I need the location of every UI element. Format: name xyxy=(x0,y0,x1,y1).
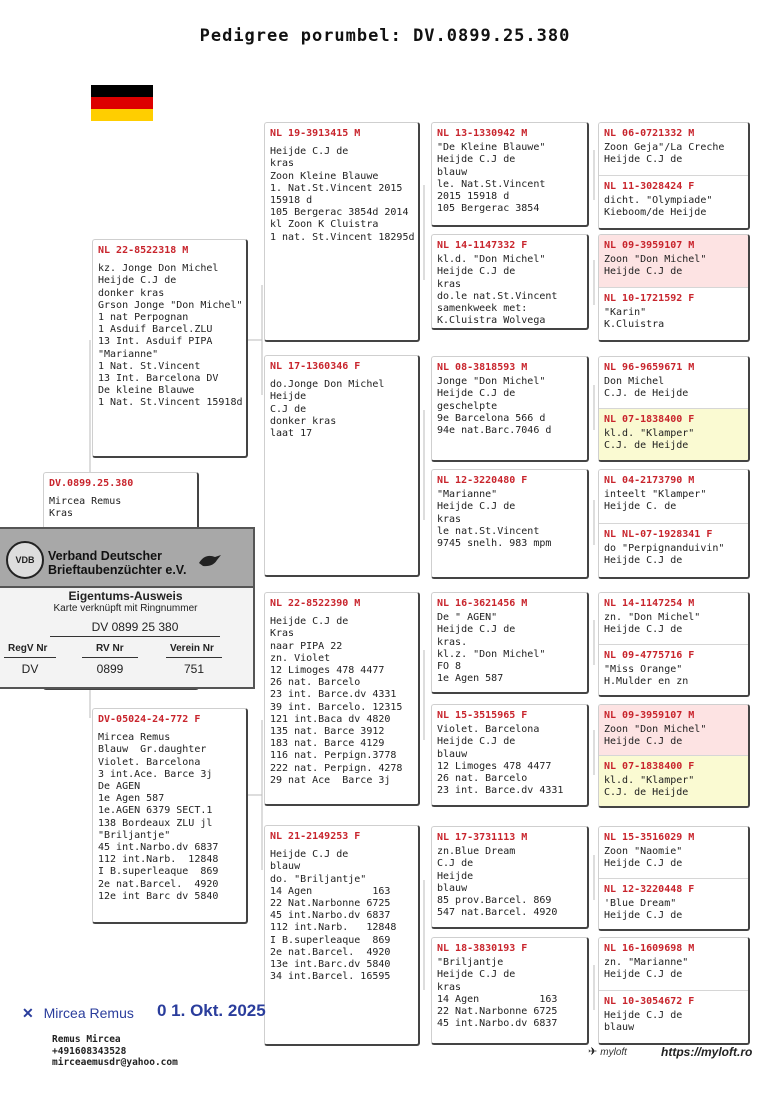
owner-stamp xyxy=(22,1001,266,1022)
pedigree-card-gen3 xyxy=(431,356,589,462)
pigeon-details: Heijde C.J de Kras naar PIPA 22 zn. Violet 12 Limoges 478 4477 26 nat. Barcelo 23 int. Barce.dv 4331 39 int. Barcelo. 12315 121 int.Baca dv 4820 135 nat. Barce 3912 183 nat. Barce 4129 116 nat. Perpign.3778 222 nat. Perpign. 4278 29 nat Ace Barce 3j xyxy=(270,616,403,786)
association-name-line1: Verband Deutscher xyxy=(48,549,162,563)
owner-name: Remus Mircea xyxy=(52,1034,121,1045)
website-link[interactable]: https://myloft.ro xyxy=(661,1045,753,1059)
ring-number: NL 09-3959107 M xyxy=(604,710,695,721)
brand-name: myloft xyxy=(600,1047,627,1058)
sire-details: kz. Jonge Don Michel Heijde C.J de donker kras Grson Jonge "Don Michel" 1 nat Perpognan 1 Asduif Barcel.ZLU 13 Int. Asduif PIPA "Marianne" 1 Nat. St.Vincent 13 Int. Barcelona DV De kleine Blauwe 1 Nat. St.Vincent 15918d xyxy=(98,263,243,409)
myloft-logo-icon: ✈ xyxy=(588,1046,598,1058)
pigeon-details: zn.Blue Dream C.J de Heijde blauw 85 prov.Barcel. 869 547 nat.Barcel. 4920 xyxy=(437,846,558,919)
pigeon-details: Heijde C.J de blauw xyxy=(604,1010,683,1034)
association-logo-icon: VDB xyxy=(6,541,44,579)
stamp-date: 0 1. Okt. 2025 xyxy=(157,1001,266,1020)
card-ring-number: DV 0899 25 380 xyxy=(50,618,220,637)
pigeon-details: "Marianne" Heijde C.J de kras le nat.St.Vincent 9745 snelh. 983 mpm xyxy=(437,489,552,550)
ring-number: NL 07-1838400 F xyxy=(604,414,695,425)
pedigree-card-gen4-pair xyxy=(598,704,750,808)
pigeon-details: dicht. "Olympiade" Kieboom/de Heijde xyxy=(604,195,713,219)
ownership-card xyxy=(0,527,255,689)
owner-phone: +491608343528 xyxy=(52,1045,127,1057)
stamp-name: Mircea Remus xyxy=(43,1005,134,1021)
pedigree-card-gen3 xyxy=(431,122,589,227)
pedigree-card-gen2 xyxy=(264,592,420,806)
pigeon-details: Heijde C.J de kras Zoon Kleine Blauwe 1. Nat.St.Vincent 2015 15918 d 105 Bergerac 3854d 2014 kl Zoon K Cluistra 1 nat. St.Vincent 18295d xyxy=(270,146,415,243)
ring-number: NL 15-3516029 M xyxy=(604,832,695,843)
pedigree-card-gen3 xyxy=(431,704,589,807)
dam-details: Mircea Remus Blauw Gr.daughter Violet. Barcelona 3 int.Ace. Barce 3j De AGEN 1e Agen 587 1e.AGEN 6379 SECT.1 138 Bordeaux ZLU jl "Briljantje" 45 int.Narbo.dv 6837 112 int.Narb. 12848 I B.superleaque 869 2e nat.Barcel. 4920 12e int Barc dv 5840 xyxy=(98,732,219,902)
pedigree-card-gen3 xyxy=(431,234,589,330)
sire-ring: NL 22-8522318 M xyxy=(98,245,189,256)
stamp-x-icon: ✕ xyxy=(22,1005,34,1021)
pigeon-details: do "Perpignanduivin" Heijde C.J de xyxy=(604,543,725,567)
association-name xyxy=(48,549,186,577)
ring-number: NL 15-3515965 F xyxy=(437,710,528,721)
card-title: Eigentums-Ausweis xyxy=(68,589,183,603)
card-subtitle: Karte verknüpft mit Ringnummer xyxy=(53,603,198,614)
ring-number: NL 10-1721592 F xyxy=(604,293,695,304)
sire-card xyxy=(92,239,248,458)
regv-label: RegV Nr xyxy=(8,643,48,654)
ring-number: NL 12-3220448 F xyxy=(604,884,695,895)
pigeon-details: kl.d. "Don Michel" Heijde C.J de kras do.le nat.St.Vincent samenkweek met: K.Cluistra Wolvega xyxy=(437,254,558,327)
subject-ring: DV.0899.25.380 xyxy=(49,478,134,489)
pigeon-icon xyxy=(197,551,223,569)
pigeon-details: do.Jonge Don Michel Heijde C.J de donker kras laat 17 xyxy=(270,379,385,440)
verein-value: 751 xyxy=(166,657,222,680)
pigeon-details: zn. "Don Michel" Heijde C.J de xyxy=(604,612,701,636)
ring-number: NL 08-3818593 M xyxy=(437,362,528,373)
ring-number: NL 16-3621456 M xyxy=(437,598,528,609)
ring-number: NL 96-9659671 M xyxy=(604,362,695,373)
pedigree-card-gen2 xyxy=(264,825,420,1046)
ring-number: NL 21-2149253 F xyxy=(270,831,361,842)
ring-number: NL 09-3959107 M xyxy=(604,240,695,251)
verein-label: Verein Nr xyxy=(170,643,214,654)
ring-number: NL 12-3220480 F xyxy=(437,475,528,486)
ring-number: NL 14-1147332 F xyxy=(437,240,528,251)
dam-card xyxy=(92,708,248,924)
pigeon-details: Zoon "Don Michel" Heijde C.J de xyxy=(604,724,707,748)
ring-number: NL 09-4775716 F xyxy=(604,650,695,661)
pigeon-details: Heijde C.J de blauw do. "Briljantje" 14 Agen 163 22 Nat.Narbonne 6725 45 int.Narbo.dv 6837 112 int.Narb. 12848 I B.superleaque 869 2e nat.Barcel. 4920 13e int.Barc.dv 5840 34 int.Barcel. 16595 xyxy=(270,849,397,983)
pigeon-details: zn. "Marianne" Heijde C.J de xyxy=(604,957,689,981)
ring-number: NL NL-07-1928341 F xyxy=(604,529,713,540)
rv-label: RV Nr xyxy=(96,643,124,654)
pigeon-details: "Miss Orange" H.Mulder en zn xyxy=(604,664,689,688)
ownership-card-header xyxy=(0,529,253,588)
pigeon-details: "Briljantje Heijde C.J de kras 14 Agen 163 22 Nat.Narbonne 6725 45 int.Narbo.dv 6837 xyxy=(437,957,558,1030)
pigeon-details: 'Blue Dream" Heijde C.J de xyxy=(604,898,683,922)
ring-number: NL 04-2173790 M xyxy=(604,475,695,486)
pedigree-card-gen4-pair xyxy=(598,122,750,230)
pigeon-details: Zoon "Don Michel" Heijde C.J de xyxy=(604,254,707,278)
pigeon-details: "Karin" K.Cluistra xyxy=(604,307,665,331)
pedigree-card-gen4-pair xyxy=(598,592,750,697)
pigeon-details: Zoon "Naomie" Heijde C.J de xyxy=(604,846,683,870)
pedigree-card-gen4-pair xyxy=(598,826,750,931)
footer xyxy=(588,1045,753,1059)
ring-number: NL 16-1609698 M xyxy=(604,943,695,954)
ring-number: NL 13-1330942 M xyxy=(437,128,528,139)
pigeon-details: kl.d. "Klamper" C.J. de Heijde xyxy=(604,428,695,452)
pedigree-card-gen2 xyxy=(264,122,420,342)
pedigree-card-gen3 xyxy=(431,592,589,694)
ring-number: NL 18-3830193 F xyxy=(437,943,528,954)
ring-number: NL 17-1360346 F xyxy=(270,361,361,372)
ring-number: NL 22-8522390 M xyxy=(270,598,361,609)
owner-contact xyxy=(52,1034,178,1069)
subject-details: Mircea Remus Kras xyxy=(49,496,122,520)
pigeon-details: "De Kleine Blauwe" Heijde C.J de blauw le. Nat.St.Vincent 2015 15918 d 105 Bergerac 3854 xyxy=(437,142,546,215)
regv-value: DV xyxy=(4,657,56,680)
ring-number: NL 07-1838400 F xyxy=(604,761,695,772)
page-title: Pedigree porumbel: DV.0899.25.380 xyxy=(199,26,571,46)
pedigree-card-gen3 xyxy=(431,469,589,579)
pigeon-details: Violet. Barcelona Heijde C.J de blauw 12 Limoges 478 4477 26 nat. Barcelo 23 int. Barce.dv 4331 xyxy=(437,724,564,797)
pedigree-card-gen4-pair xyxy=(598,234,750,342)
rv-value: 0899 xyxy=(82,657,138,680)
pedigree-card-gen4-pair xyxy=(598,469,750,579)
ring-number: NL 14-1147254 M xyxy=(604,598,695,609)
ring-number: NL 10-3054672 F xyxy=(604,996,695,1007)
pedigree-card-gen2 xyxy=(264,355,420,577)
pedigree-card-gen4-pair xyxy=(598,356,750,462)
owner-email: mirceaemusdr@yahoo.com xyxy=(52,1057,178,1068)
pigeon-details: Jonge "Don Michel" Heijde C.J de geschelpte 9e Barcelona 566 d 94e nat.Barc.7046 d xyxy=(437,376,552,437)
ring-number: NL 11-3028424 F xyxy=(604,181,695,192)
pigeon-details: Zoon Geja"/La Creche Heijde C.J de xyxy=(604,142,725,166)
pigeon-details: Don Michel C.J. de Heijde xyxy=(604,376,689,400)
ring-number: NL 17-3731113 M xyxy=(437,832,528,843)
ring-number: NL 06-0721332 M xyxy=(604,128,695,139)
association-name-line2: Brieftaubenzüchter e.V. xyxy=(48,563,187,577)
ring-number: NL 19-3913415 M xyxy=(270,128,361,139)
pigeon-details: inteelt "Klamper" Heijde C. de xyxy=(604,489,707,513)
dam-ring: DV-05024-24-772 F xyxy=(98,714,201,725)
pedigree-card-gen3 xyxy=(431,826,589,929)
pigeon-details: kl.d. "Klamper" C.J. de Heijde xyxy=(604,775,695,799)
pedigree-card-gen4-pair xyxy=(598,937,750,1045)
pigeon-details: De " AGEN" Heijde C.J de kras. kl.z. "Don Michel" FO 8 1e Agen 587 xyxy=(437,612,546,685)
pedigree-card-gen3 xyxy=(431,937,589,1045)
